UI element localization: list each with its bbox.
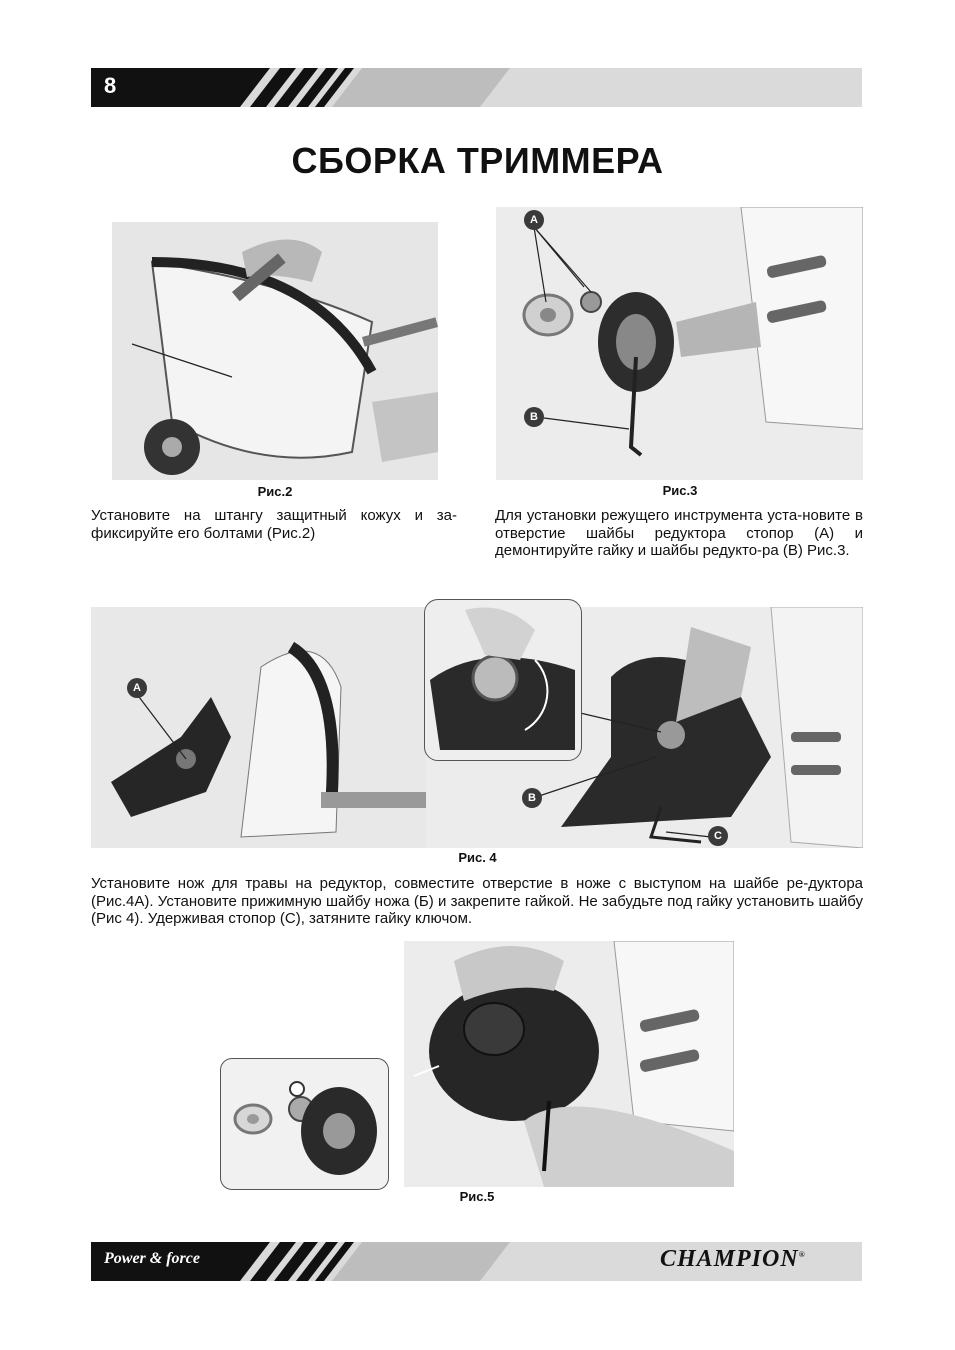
figure-2-photo <box>112 222 438 480</box>
figure-5-inset <box>220 1058 389 1190</box>
marker-b: B <box>524 407 544 427</box>
figure-3-photo <box>496 207 863 480</box>
figure-4-caption: Рис. 4 <box>458 850 497 865</box>
footer-slogan: Power & force <box>104 1250 200 1267</box>
figure-2-caption: Рис.2 <box>257 484 293 499</box>
brand-logo <box>660 1246 806 1273</box>
page-number: 8 <box>104 73 117 98</box>
marker-a: A <box>524 210 544 230</box>
figure-3-caption: Рис.3 <box>662 483 698 498</box>
figure-2-text: Установите на штангу защитный кожух и за-фиксируйте его болтами (Рис.2) <box>91 507 457 542</box>
marker-a: A <box>127 678 147 698</box>
header-band <box>0 0 955 120</box>
figure-5-caption: Рис.5 <box>459 1189 495 1204</box>
brand-registered-mark: ® <box>798 1250 806 1259</box>
figure-4-inset <box>424 599 582 761</box>
figure-5-photo <box>404 941 734 1187</box>
marker-c: C <box>708 826 728 846</box>
page-title: СБОРКА ТРИММЕРА <box>291 140 664 181</box>
figure-4-text: Установите нож для травы на редуктор, совместите отверстие в ноже с выступом на шайбе ре-дуктора (Рис.4А). Установите прижимную шайбу ножа (Б) и закрепите гайкой. Не забудьте под гайку установить шайбу (Рис 4). Удерживая стопор (С), затяните гайку ключом. <box>91 875 863 927</box>
marker-b: B <box>522 788 542 808</box>
figure-3-text: Для установки режущего инструмента уста-новите в отверстие шайбы редуктора стопор (А) и демонтируйте гайку и шайбы редукто-ра (В) Рис.3. <box>495 507 863 559</box>
brand-name: CHAMPION <box>660 1246 799 1272</box>
